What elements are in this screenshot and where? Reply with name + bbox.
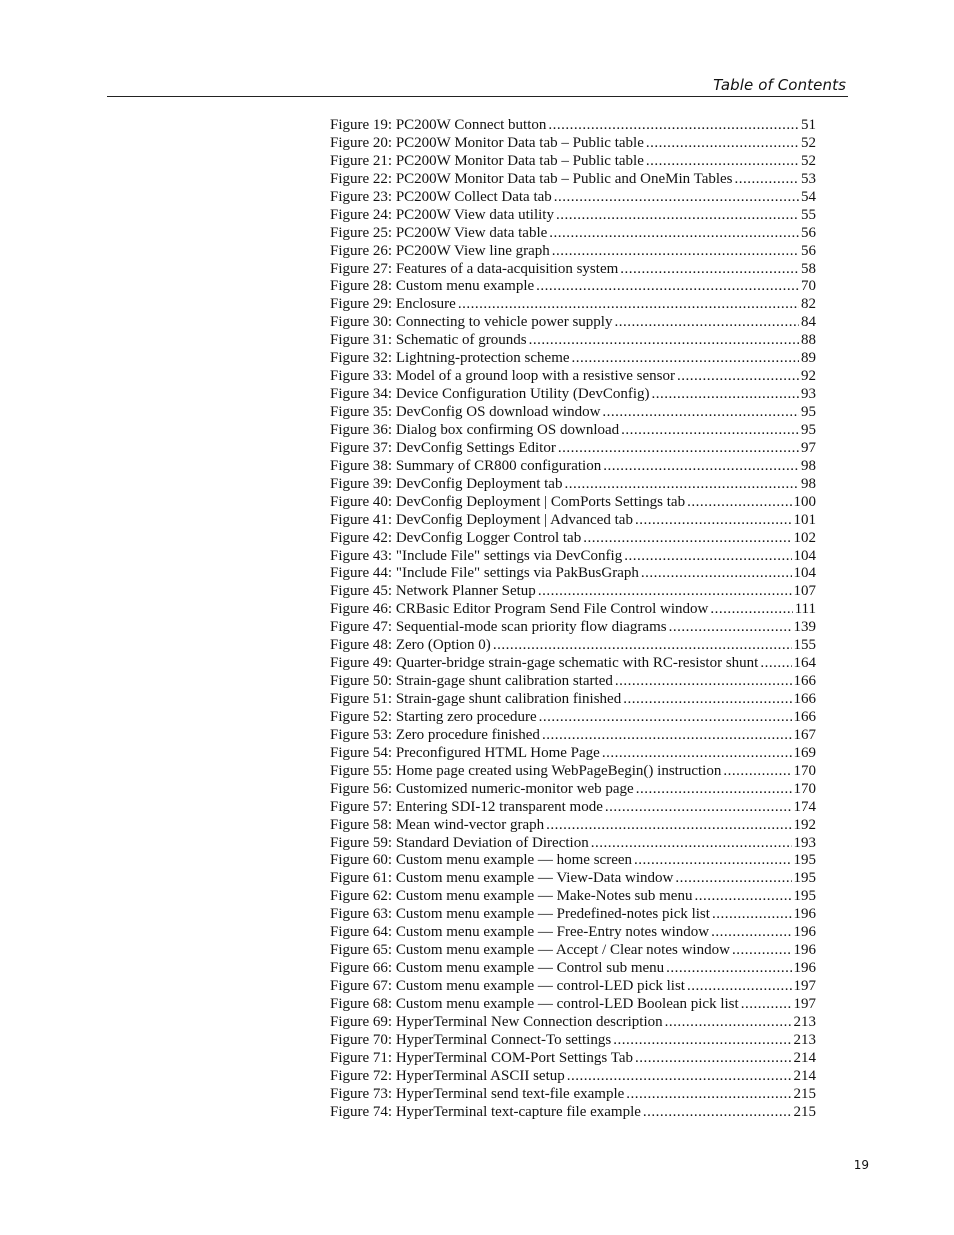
toc-entry-label: Figure 50: Strain-gage shunt calibration started <box>330 673 613 690</box>
toc-entry-label: Figure 49: Quarter-bridge strain-gage schematic with RC-resistor shunt <box>330 655 759 672</box>
toc-entry[interactable] <box>330 386 816 404</box>
toc-dot-leader <box>735 171 799 189</box>
toc-entry-label: Figure 52: Starting zero procedure <box>330 708 537 725</box>
toc-entry-page: 195 <box>793 870 816 887</box>
toc-dot-leader <box>613 1032 791 1050</box>
toc-dot-leader <box>710 601 792 619</box>
toc-entry-label: Figure 67: Custom menu example — control-LED pick list <box>330 978 685 994</box>
toc-entry-label: Figure 59: Standard Deviation of Direction <box>330 834 589 851</box>
toc-dot-leader <box>623 691 791 709</box>
toc-dot-leader <box>687 978 792 996</box>
toc-entry-page: 166 <box>793 691 816 707</box>
toc-entry-page: 82 <box>801 296 816 313</box>
toc-dot-leader <box>635 512 792 530</box>
toc-entry-page: 54 <box>801 188 816 205</box>
toc-entry-page: 98 <box>801 457 816 474</box>
toc-dot-leader <box>554 189 799 207</box>
toc-dot-leader <box>641 565 792 583</box>
toc-entry-page: 84 <box>801 314 816 331</box>
toc-entry-page: 70 <box>801 278 816 295</box>
toc-entry[interactable] <box>330 799 816 817</box>
toc-entry-page: 98 <box>801 475 816 492</box>
toc-entry-page: 167 <box>793 726 816 743</box>
toc-entry-page: 55 <box>801 206 816 223</box>
toc-entry-label: Figure 46: CRBasic Editor Program Send File Control window <box>330 601 709 618</box>
toc-entry[interactable] <box>330 243 816 261</box>
toc-entry[interactable] <box>330 261 816 279</box>
toc-entry-page: 51 <box>801 117 816 133</box>
toc-dot-leader <box>624 548 791 566</box>
toc-entry-page: 169 <box>793 744 816 761</box>
toc-entry[interactable] <box>330 1014 816 1032</box>
toc-entry[interactable] <box>330 171 816 189</box>
toc-dot-leader <box>669 619 792 637</box>
toc-entry-page: 214 <box>793 1049 816 1066</box>
toc-entry[interactable] <box>330 583 816 601</box>
toc-entry[interactable] <box>330 978 816 996</box>
toc-entry-page: 58 <box>801 260 816 277</box>
toc-entry[interactable] <box>330 278 816 296</box>
toc-entry-page: 164 <box>793 655 816 672</box>
toc-entry-label: Figure 73: HyperTerminal send text-file example <box>330 1085 625 1102</box>
toc-dot-leader <box>552 243 799 261</box>
toc-dot-leader <box>677 368 799 386</box>
toc-dot-leader <box>602 404 799 422</box>
toc-entry[interactable] <box>330 476 816 494</box>
toc-entry-label: Figure 24: PC200W View data utility <box>330 206 554 223</box>
toc-dot-leader <box>572 350 799 368</box>
toc-dot-leader <box>652 386 799 404</box>
toc-dot-leader <box>538 583 792 601</box>
toc-entry-label: Figure 66: Custom menu example — Control sub menu <box>330 960 665 977</box>
toc-entry-page: 196 <box>793 960 816 977</box>
toc-entry-label: Figure 19: PC200W Connect button <box>330 117 547 133</box>
toc-entry[interactable] <box>330 225 816 243</box>
toc-entry-label: Figure 72: HyperTerminal ASCII setup <box>330 1067 565 1084</box>
toc-entry-page: 92 <box>801 368 816 385</box>
toc-dot-leader <box>615 673 792 691</box>
toc-entry-label: Figure 37: DevConfig Settings Editor <box>330 439 556 456</box>
toc-entry[interactable] <box>330 870 816 888</box>
toc-entry-page: 139 <box>793 619 816 636</box>
toc-entry[interactable] <box>330 494 816 512</box>
toc-entry[interactable] <box>330 350 816 368</box>
toc-entry-label: Figure 57: Entering SDI-12 transparent mode <box>330 798 603 815</box>
toc-dot-leader <box>712 906 792 924</box>
toc-entry-label: Figure 38: Summary of CR800 configuration <box>330 457 602 474</box>
toc-dot-leader <box>548 117 799 135</box>
toc-entry[interactable] <box>330 924 816 942</box>
toc-entry[interactable] <box>330 852 816 870</box>
toc-entry-page: 93 <box>801 386 816 403</box>
toc-entry-label: Figure 42: DevConfig Logger Control tab <box>330 529 582 546</box>
toc-entry-label: Figure 36: Dialog box confirming OS download <box>330 421 620 438</box>
toc-entry-page: 166 <box>793 673 816 690</box>
toc-entry-label: Figure 23: PC200W Collect Data tab <box>330 188 552 205</box>
toc-entry[interactable] <box>330 153 816 171</box>
toc-entry-label: Figure 74: HyperTerminal text-capture file example <box>330 1103 641 1120</box>
toc-entry-label: Figure 32: Lightning-protection scheme <box>330 350 570 367</box>
toc-dot-leader <box>675 870 791 888</box>
toc-entry[interactable] <box>330 422 816 440</box>
toc-dot-leader <box>558 440 799 458</box>
toc-dot-leader <box>741 996 792 1014</box>
toc-entry-page: 56 <box>801 242 816 259</box>
toc-dot-leader <box>556 207 799 225</box>
toc-entry[interactable] <box>330 207 816 225</box>
toc-entry-page: 170 <box>793 762 816 779</box>
toc-entry[interactable] <box>330 601 816 619</box>
toc-dot-leader <box>732 942 792 960</box>
toc-entry-label: Figure 62: Custom menu example — Make-Notes sub menu <box>330 888 693 905</box>
toc-entry-label: Figure 56: Customized numeric-monitor web page <box>330 780 634 797</box>
toc-entry-label: Figure 29: Enclosure <box>330 296 456 313</box>
toc-entry[interactable] <box>330 189 816 207</box>
toc-entry-page: 213 <box>793 1031 816 1048</box>
toc-entry-label: Figure 41: DevConfig Deployment | Advanced tab <box>330 511 633 528</box>
toc-entry[interactable] <box>330 888 816 906</box>
toc-dot-leader <box>542 727 792 745</box>
toc-entry[interactable] <box>330 368 816 386</box>
toc-entry[interactable] <box>330 117 816 135</box>
toc-entry-label: Figure 28: Custom menu example <box>330 278 535 295</box>
toc-entry[interactable] <box>330 906 816 924</box>
toc-entry[interactable] <box>330 314 816 332</box>
toc-dot-leader <box>549 225 799 243</box>
toc-dot-leader <box>643 1104 792 1122</box>
toc-entry-label: Figure 30: Connecting to vehicle power supply <box>330 314 613 331</box>
toc-entry-page: 111 <box>794 601 816 618</box>
toc-entry[interactable] <box>330 745 816 763</box>
toc-entry-label: Figure 54: Preconfigured HTML Home Page <box>330 744 600 761</box>
toc-dot-leader <box>723 763 791 781</box>
toc-dot-leader <box>694 888 791 906</box>
toc-dot-leader <box>591 835 792 853</box>
toc-entry-page: 215 <box>793 1085 816 1102</box>
toc-entry-label: Figure 35: DevConfig OS download window <box>330 404 601 420</box>
toc-entry-label: Figure 27: Features of a data-acquisition system <box>330 260 619 277</box>
toc-dot-leader <box>529 332 799 350</box>
toc-entry[interactable] <box>330 440 816 458</box>
toc-entry-page: 174 <box>793 798 816 815</box>
toc-entry[interactable] <box>330 548 816 566</box>
toc-entry[interactable] <box>330 1068 816 1086</box>
toc-dot-leader <box>603 458 799 476</box>
toc-entry-page: 53 <box>801 170 816 187</box>
toc-entry[interactable] <box>330 817 816 835</box>
toc-entry[interactable] <box>330 512 816 530</box>
header-title: Table of Contents <box>713 76 846 94</box>
toc-dot-leader <box>602 745 792 763</box>
toc-entry[interactable] <box>330 1050 816 1068</box>
toc-entry-label: Figure 61: Custom menu example — View-Data window <box>330 870 674 887</box>
toc-entry-page: 192 <box>793 816 816 833</box>
toc-entry-page: 197 <box>793 995 816 1012</box>
toc-dot-leader <box>711 924 791 942</box>
toc-entry-page: 56 <box>801 224 816 241</box>
toc-dot-leader <box>583 530 791 548</box>
toc-entry[interactable] <box>330 458 816 476</box>
header-divider <box>107 96 848 97</box>
toc-dot-leader <box>687 494 791 512</box>
toc-entry-page: 213 <box>793 1013 816 1030</box>
toc-entry-page: 95 <box>801 421 816 438</box>
toc-entry-page: 195 <box>793 888 816 905</box>
toc-dot-leader <box>760 655 791 673</box>
toc-entry-page: 196 <box>793 906 816 923</box>
toc-entry-label: Figure 70: HyperTerminal Connect-To settings <box>330 1031 612 1048</box>
toc-entry-label: Figure 39: DevConfig Deployment tab <box>330 475 563 492</box>
toc-entry-page: 215 <box>793 1103 816 1120</box>
toc-entry[interactable] <box>330 1032 816 1050</box>
toc-dot-leader <box>605 799 792 817</box>
toc-entry-label: Figure 69: HyperTerminal New Connection description <box>330 1013 663 1030</box>
toc-dot-leader <box>665 1014 792 1032</box>
toc-dot-leader <box>539 709 792 727</box>
toc-entry-page: 95 <box>801 404 816 420</box>
toc-entry-label: Figure 65: Custom menu example — Accept / Clear notes window <box>330 942 730 959</box>
toc-entry[interactable] <box>330 1086 816 1104</box>
toc-entry[interactable] <box>330 960 816 978</box>
page-number: 19 <box>853 1158 869 1172</box>
toc-dot-leader <box>646 135 799 153</box>
toc-entry-label: Figure 22: PC200W Monitor Data tab – Public and OneMin Tables <box>330 170 733 187</box>
toc-entry-label: Figure 43: "Include File" settings via DevConfig <box>330 547 623 564</box>
toc-entry-label: Figure 34: Device Configuration Utility (DevConfig) <box>330 386 650 403</box>
toc-entry[interactable] <box>330 727 816 745</box>
toc-entry-label: Figure 25: PC200W View data table <box>330 224 548 241</box>
toc-entry-page: 155 <box>793 637 816 654</box>
toc-entry[interactable] <box>330 637 816 655</box>
toc-entry[interactable] <box>330 835 816 853</box>
toc-dot-leader <box>614 314 799 332</box>
toc-entry-label: Figure 47: Sequential-mode scan priority flow diagrams <box>330 619 667 636</box>
toc-entry-page: 104 <box>793 547 816 564</box>
toc-entry-page: 170 <box>793 780 816 797</box>
toc-entry-page: 166 <box>793 708 816 725</box>
toc-entry-page: 52 <box>801 152 816 169</box>
toc-entry[interactable] <box>330 673 816 691</box>
toc-dot-leader <box>626 1086 791 1104</box>
toc-entry-label: Figure 44: "Include File" settings via PakBusGraph <box>330 565 639 582</box>
toc-entry-page: 52 <box>801 134 816 151</box>
toc-entry-label: Figure 53: Zero procedure finished <box>330 726 540 743</box>
toc-entry-page: 195 <box>793 852 816 869</box>
toc-entry[interactable] <box>330 565 816 583</box>
toc-entry-page: 196 <box>793 942 816 959</box>
toc-dot-leader <box>546 817 791 835</box>
toc-entry-label: Figure 40: DevConfig Deployment | ComPorts Settings tab <box>330 493 686 510</box>
figure-list <box>330 117 816 1122</box>
toc-entry-label: Figure 26: PC200W View line graph <box>330 242 550 259</box>
toc-entry-label: Figure 55: Home page created using WebPageBegin() instruction <box>330 762 722 779</box>
toc-entry-page: 100 <box>793 493 816 510</box>
toc-entry-label: Figure 63: Custom menu example — Predefined-notes pick list <box>330 906 710 923</box>
toc-entry-label: Figure 33: Model of a ground loop with a resistive sensor <box>330 368 675 385</box>
toc-entry[interactable] <box>330 332 816 350</box>
toc-entry-page: 197 <box>793 978 816 994</box>
toc-dot-leader <box>635 1050 791 1068</box>
toc-entry[interactable] <box>330 135 816 153</box>
toc-dot-leader <box>564 476 799 494</box>
toc-dot-leader <box>536 278 799 296</box>
toc-entry-label: Figure 45: Network Planner Setup <box>330 583 536 600</box>
toc-entry-page: 193 <box>793 834 816 851</box>
toc-entry[interactable] <box>330 619 816 637</box>
toc-entry[interactable] <box>330 996 816 1014</box>
toc-entry-page: 89 <box>801 350 816 367</box>
toc-entry-page: 102 <box>793 529 816 546</box>
toc-entry-page: 97 <box>801 439 816 456</box>
toc-dot-leader <box>634 852 791 870</box>
toc-dot-leader <box>621 422 799 440</box>
toc-entry-label: Figure 21: PC200W Monitor Data tab – Public table <box>330 152 644 169</box>
toc-dot-leader <box>636 781 792 799</box>
toc-entry-label: Figure 60: Custom menu example — home screen <box>330 852 633 869</box>
toc-entry-label: Figure 48: Zero (Option 0) <box>330 637 491 654</box>
toc-entry-page: 101 <box>793 511 816 528</box>
toc-entry-label: Figure 31: Schematic of grounds <box>330 332 527 349</box>
toc-entry[interactable] <box>330 1104 816 1122</box>
toc-entry[interactable] <box>330 691 816 709</box>
toc-entry[interactable] <box>330 296 816 314</box>
toc-dot-leader <box>567 1068 792 1086</box>
toc-dot-leader <box>493 637 792 655</box>
toc-dot-leader <box>620 261 799 279</box>
toc-entry[interactable] <box>330 404 816 422</box>
toc-entry[interactable] <box>330 781 816 799</box>
toc-entry-page: 88 <box>801 332 816 349</box>
toc-entry[interactable] <box>330 942 816 960</box>
toc-entry[interactable] <box>330 763 816 781</box>
toc-entry-page: 104 <box>793 565 816 582</box>
toc-dot-leader <box>458 296 799 314</box>
toc-entry[interactable] <box>330 530 816 548</box>
toc-entry-label: Figure 71: HyperTerminal COM-Port Settings Tab <box>330 1049 634 1066</box>
toc-dot-leader <box>646 153 799 171</box>
toc-entry-page: 214 <box>793 1067 816 1084</box>
toc-dot-leader <box>666 960 791 978</box>
toc-entry[interactable] <box>330 709 816 727</box>
toc-entry-page: 107 <box>793 583 816 600</box>
toc-entry-page: 196 <box>793 924 816 941</box>
toc-entry-label: Figure 20: PC200W Monitor Data tab – Public table <box>330 134 644 151</box>
toc-entry-label: Figure 58: Mean wind-vector graph <box>330 816 545 833</box>
toc-entry[interactable] <box>330 655 816 673</box>
toc-entry-label: Figure 64: Custom menu example — Free-Entry notes window <box>330 924 710 941</box>
toc-entry-label: Figure 51: Strain-gage shunt calibration finished <box>330 691 622 707</box>
toc-entry-label: Figure 68: Custom menu example — control-LED Boolean pick list <box>330 995 739 1012</box>
